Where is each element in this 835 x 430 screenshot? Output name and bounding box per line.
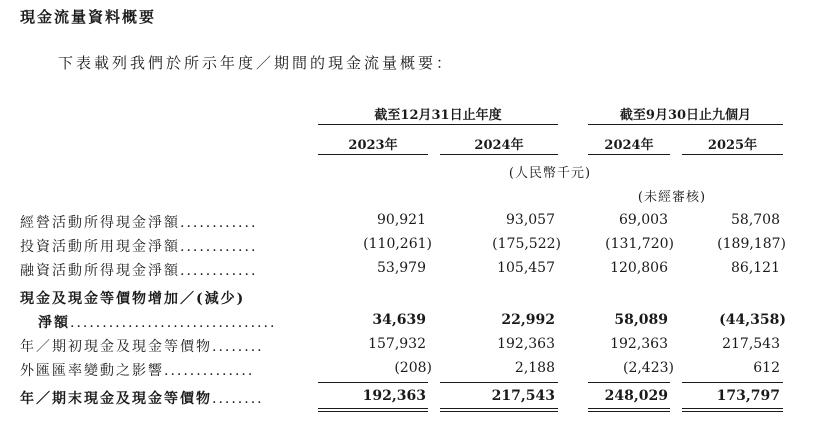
cell-closing-2024b: 248,029 — [604, 388, 668, 404]
row-label-closing-cash: 年／期末現金及現金等價物........ — [20, 391, 264, 407]
year-header-2025: 2025年 — [707, 138, 758, 153]
cell-net-change-2023: 34,639 — [372, 312, 426, 328]
double-rule-2024b — [588, 408, 670, 412]
cell-fx-2024b: (2,423) — [622, 360, 674, 376]
cell-net-change-2024b: 58,089 — [614, 312, 668, 328]
year-underline-2024b — [588, 154, 670, 155]
year-header-2023: 2023年 — [348, 138, 398, 153]
total-rule-2023 — [318, 382, 428, 383]
cell-financing-2025: 86,121 — [731, 260, 780, 276]
cell-fx-2023: (208) — [394, 360, 432, 376]
row-label-investing: 投資活動所用現金淨額............ — [20, 239, 258, 255]
cell-financing-2023: 53,979 — [377, 260, 426, 276]
intro-text: 下表載列我們於所示年度／期間的現金流量概要： — [58, 54, 455, 72]
group-underline-nine-months — [588, 124, 783, 125]
double-rule-2023 — [318, 408, 428, 412]
year-header-2024a: 2024年 — [474, 138, 524, 153]
cell-investing-2025: (189,187) — [717, 236, 786, 252]
cell-closing-2025: 173,797 — [716, 388, 780, 404]
cell-net-change-2025: (44,358) — [719, 312, 786, 328]
group-header-annual: 截至12月31日止年度 — [374, 108, 502, 123]
row-label-net-change: 淨額................................ — [38, 315, 277, 331]
row-label-fx-effect: 外匯匯率變動之影響.............. — [20, 363, 255, 379]
cell-opening-2025: 217,543 — [722, 336, 780, 352]
year-underline-2024a — [440, 154, 558, 155]
unaudited-note: (未經審核) — [637, 190, 707, 205]
year-header-2024b: 2024年 — [604, 138, 654, 153]
cell-fx-2025: 612 — [753, 360, 780, 376]
row-label-financing: 融資活動所得現金淨額............ — [20, 263, 258, 279]
cell-operating-2023: 90,921 — [377, 212, 426, 228]
year-underline-2025 — [682, 154, 783, 155]
cell-net-change-2024a: 22,992 — [501, 312, 555, 328]
unit-note: (人民幣千元) — [508, 166, 592, 181]
year-underline-2023 — [318, 154, 428, 155]
total-rule-2024a — [440, 382, 558, 383]
cell-investing-2024a: (175,522) — [492, 236, 561, 252]
cell-investing-2023: (110,261) — [363, 236, 432, 252]
cell-operating-2024a: 93,057 — [506, 212, 555, 228]
double-rule-2025 — [682, 408, 783, 412]
cell-operating-2024b: 69,003 — [619, 212, 668, 228]
cell-operating-2025: 58,708 — [731, 212, 780, 228]
row-label-net-change-heading: 現金及現金等價物增加／(減少) — [20, 291, 246, 307]
total-rule-2025 — [682, 382, 783, 383]
cell-closing-2024a: 217,543 — [491, 388, 555, 404]
cell-financing-2024a: 105,457 — [497, 260, 555, 276]
cell-investing-2024b: (131,720) — [605, 236, 674, 252]
cell-closing-2023: 192,363 — [362, 388, 426, 404]
total-rule-2024b — [588, 382, 670, 383]
cell-opening-2023: 157,932 — [368, 336, 426, 352]
row-label-opening-cash: 年／期初現金及現金等價物........ — [20, 339, 264, 355]
group-header-nine-months: 截至9月30日止九個月 — [619, 108, 752, 123]
row-label-operating: 經營活動所得現金淨額............ — [20, 215, 258, 231]
double-rule-2024a — [440, 408, 558, 412]
cell-opening-2024a: 192,363 — [497, 336, 555, 352]
cell-fx-2024a: 2,188 — [514, 360, 555, 376]
section-heading: 現金流量資料概要 — [20, 8, 157, 26]
cell-financing-2024b: 120,806 — [610, 260, 668, 276]
group-underline-annual — [318, 124, 558, 125]
cell-opening-2024b: 192,363 — [610, 336, 668, 352]
